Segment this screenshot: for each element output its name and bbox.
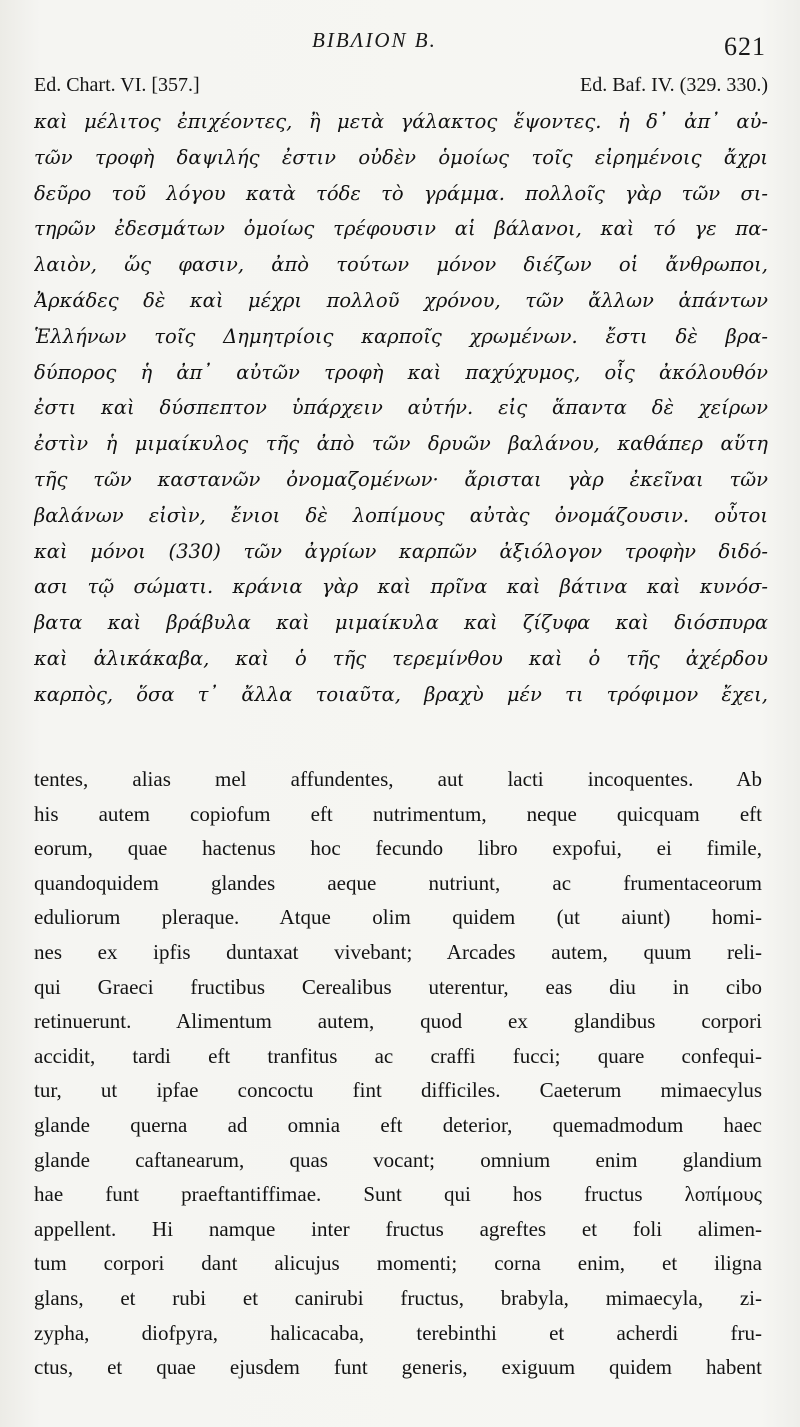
greek-text-line: λαιὸν, ὥς φασιν, ἀπὸ τούτων μόνον διέζων οἱ ἄνθρωποι, <box>34 253 768 277</box>
latin-text-line: retinuerunt. Alimentum autem, quod ex glandibus corpori <box>34 1009 762 1034</box>
greek-text-line: Ἑλλήνων τοῖς Δημητρίοις καρποῖς χρωμένων. ἔστι δὲ βρα- <box>34 324 768 348</box>
edition-reference-basel: Ed. Baf. IV. (329. 330.) <box>580 74 768 96</box>
latin-text-line: glande querna ad omnia eft deterior, quemadmodum haec <box>34 1112 762 1137</box>
greek-text-line: βατα καὶ βράβυλα καὶ μιμαίκυλα καὶ ζίζυφα καὶ διόσπυρα <box>34 611 768 635</box>
latin-text-line: accidit, tardi eft tranfitus ac craffi fucci; quare confequi- <box>34 1043 762 1068</box>
latin-text-line: his autem copiofum eft nutrimentum, neque quicquam eft <box>34 801 762 826</box>
page-number: 621 <box>724 32 766 61</box>
greek-text-line: καὶ ἁλικάκαβα, καὶ ὁ τῆς τερεμίνθου καὶ ὁ τῆς ἀχέρδου <box>34 646 768 670</box>
greek-text-line: τῆς τῶν καστανῶν ὀνομαζομένων· ἄρισται γὰρ ἐκεῖναι τῶν <box>34 467 768 491</box>
greek-text-line: τῶν τροφὴ δαψιλής ἐστιν οὐδὲν ὁμοίως τοῖς εἰρημένοις ἄχρι <box>34 145 768 169</box>
greek-text-line: ἐστὶν ἡ μιμαίκυλος τῆς ἀπὸ τῶν δρυῶν βαλάνου, καθάπερ αὕτη <box>34 432 768 456</box>
running-head <box>0 28 800 68</box>
greek-text-line: δύπορος ἡ ἀπ᾽ αὐτῶν τροφὴ καὶ παχύχυμος, οἷς ἀκόλουθόν <box>34 360 768 384</box>
latin-text-line: quandoquidem glandes aeque nutriunt, ac frumentaceorum <box>34 870 762 895</box>
latin-text-block <box>34 762 762 1385</box>
latin-text-line: ctus, et quae ejusdem funt generis, exiguum quidem habent <box>34 1355 762 1380</box>
greek-text-line: καὶ μέλιτος ἐπιχέοντες, ἢ μετὰ γάλακτος ἕψοντες. ἡ δ᾽ ἀπ᾽ αὐ- <box>34 110 768 133</box>
latin-text-line: glans, et rubi et canirubi fructus, brabyla, mimaecyla, zi- <box>34 1285 762 1310</box>
greek-text-line: δεῦρο τοῦ λόγου κατὰ τόδε τὸ γράμμα. πολλοῖς γὰρ τῶν σι- <box>34 181 768 205</box>
latin-text-line: qui Graeci fructibus Cerealibus uterentur, eas diu in cibo <box>34 974 762 999</box>
latin-text-line: tur, ut ipfae concoctu fint difficiles. Caeterum mimaecylus <box>34 1078 762 1103</box>
latin-text-line: eorum, quae hactenus hoc fecundo libro expofui, ei fimile, <box>34 836 762 861</box>
edition-reference-line <box>34 74 768 102</box>
greek-text-line: ἐστι καὶ δύσπεπτον ὑπάρχειν αὐτήν. εἰς ἅπαντα δὲ χείρων <box>34 396 768 420</box>
latin-text-line: appellent. Hi namque inter fructus agreftes et foli alimen- <box>34 1216 762 1241</box>
latin-text-line: nes ex ipfis duntaxat vivebant; Arcades autem, quum reli- <box>34 939 762 964</box>
latin-text-line: tum corpori dant alicujus momenti; corna enim, et iligna <box>34 1251 762 1276</box>
latin-text-line: glande caftanearum, quas vocant; omnium enim glandium <box>34 1147 762 1172</box>
greek-text-line: Ἀρκάδες δὲ καὶ μέχρι πολλοῦ χρόνου, τῶν ἄλλων ἁπάντων <box>34 288 768 312</box>
latin-text-line: tentes, alias mel affundentes, aut lacti incoquentes. Ab <box>34 767 762 791</box>
greek-text-line: τηρῶν ἐδεσμάτων ὁμοίως τρέφουσιν αἱ βάλανοι, καὶ τό γε πα- <box>34 217 768 241</box>
edition-reference-chartier: Ed. Chart. VI. [357.] <box>34 74 200 96</box>
greek-text-line: καὶ μόνοι (330) τῶν ἀγρίων καρπῶν ἀξιόλογον τροφὴν διδό- <box>34 539 768 563</box>
greek-text-block <box>34 104 768 713</box>
running-title: BIBΛION B. <box>312 28 437 52</box>
latin-text-line: hae funt praeftantiffimae. Sunt qui hos fructus λοπίμους <box>34 1182 762 1207</box>
greek-text-line: καρπὸς, ὅσα τ᾽ ἄλλα τοιαῦτα, βραχὺ μέν τι τρόφιμον ἔχει, <box>34 682 768 706</box>
greek-text-line: βαλάνων εἰσὶν, ἔνιοι δὲ λοπίμους αὐτὰς ὀνομάζουσιν. οὗτοι <box>34 503 768 527</box>
greek-text-line: ασι τῷ σώματι. κράνια γὰρ καὶ πρῖνα καὶ βάτινα καὶ κυνόσ- <box>34 575 768 599</box>
latin-text-line: zypha, diofpyra, halicacaba, terebinthi et acherdi fru- <box>34 1320 762 1345</box>
latin-text-line: eduliorum pleraque. Atque olim quidem (ut aiunt) homi- <box>34 905 762 930</box>
